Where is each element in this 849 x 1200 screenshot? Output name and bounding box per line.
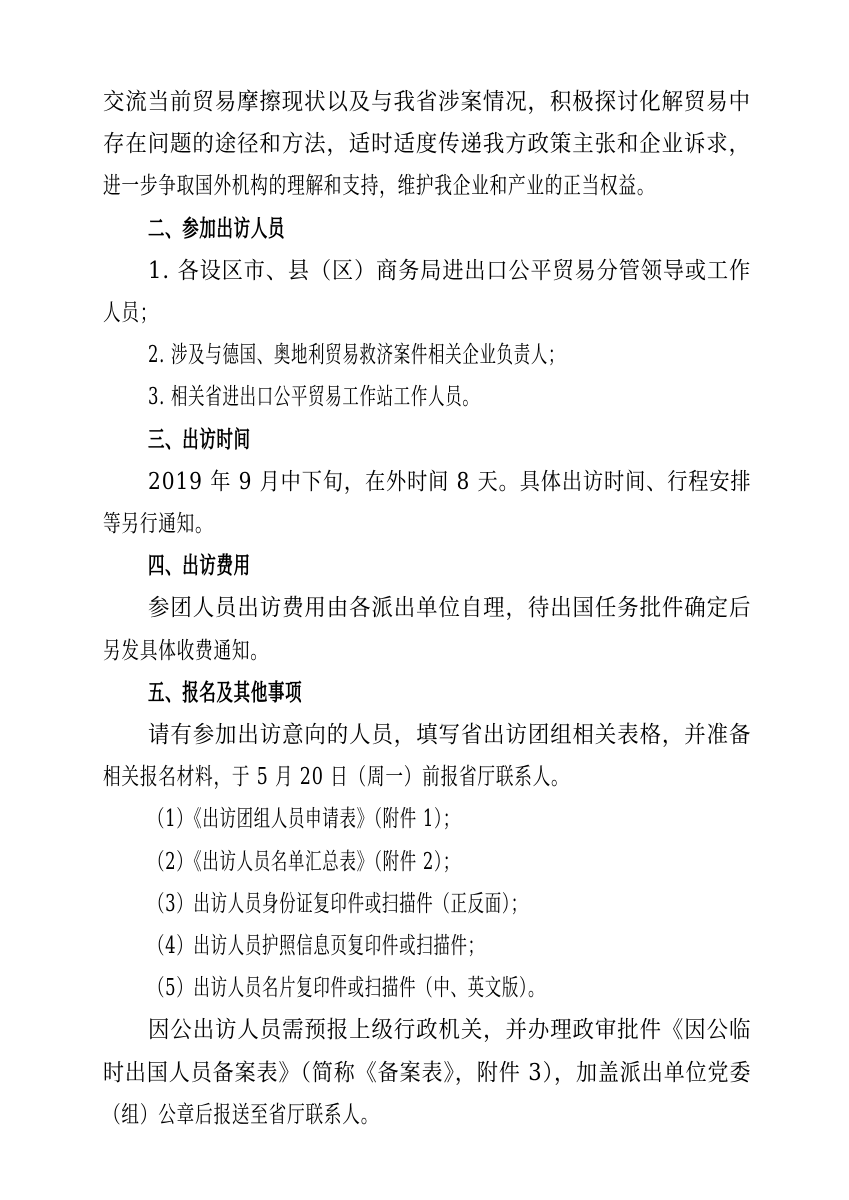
time-line-2: 等另行通知。 [103, 511, 214, 537]
participant-item-3: 3. 相关省进出口公平贸易工作站工作人员。 [148, 384, 480, 411]
list-item: （3）出访人员身份证复印件或扫描件（正反面）； [148, 890, 528, 917]
filing-line-2: 时出国人员备案表》（简称《备案表》，附件 3），加盖派出单位党委 [103, 1059, 752, 1086]
filing-line-1: 因公出访人员需预报上级行政机关，并办理政审批件《因公临 [148, 1017, 752, 1044]
registration-line-2: 相关报名材料，于 5 月 20 日（周一）前报省厅联系人。 [103, 764, 570, 791]
section-heading-participants: 二、参加出访人员 [148, 215, 286, 242]
time-line-1: 2019 年 9 月中下旬，在外时间 8 天。具体出访时间、行程安排 [148, 468, 752, 495]
section-heading-registration: 五、报名及其他事项 [148, 679, 303, 706]
section-heading-cost: 四、出访费用 [148, 553, 251, 580]
section-heading-time: 三、出访时间 [148, 426, 251, 453]
list-item: （4）出访人员护照信息页复印件或扫描件； [148, 933, 485, 959]
registration-line-1: 请有参加出访意向的人员，填写省出访团组相关表格，并准备 [148, 722, 752, 748]
participant-item-1-line-2: 人员； [103, 300, 159, 326]
intro-line-2: 存在问题的途径和方法，适时适度传递我方政策主张和企业诉求， [103, 131, 751, 158]
list-item: （2）《出访人员名单汇总表》（附件 2）； [148, 848, 461, 875]
cost-line-1: 参团人员出访费用由各派出单位自理，待出国任务批件确定后 [148, 595, 752, 622]
participant-item-1-line-1: 1. 各设区市、县（区）商务局进出口公平贸易分管领导或工作 [148, 257, 752, 284]
cost-line-2: 另发具体收费通知。 [103, 637, 269, 664]
list-item: （5）出访人员名片复印件或扫描件（中、英文版）。 [148, 975, 546, 1002]
participant-item-2: 2. 涉及与德国、奥地利贸易救济案件相关企业负责人； [148, 342, 566, 369]
list-item: （1）《出访团组人员申请表》（附件 1）； [148, 806, 461, 833]
intro-line-1: 交流当前贸易摩擦现状以及与我省涉案情况，积极探讨化解贸易中 [103, 89, 751, 115]
filing-line-3: （组）公章后报送至省厅联系人。 [103, 1101, 380, 1128]
intro-line-3: 进一步争取国外机构的理解和支持，维护我企业和产业的正当权益。 [103, 173, 656, 200]
